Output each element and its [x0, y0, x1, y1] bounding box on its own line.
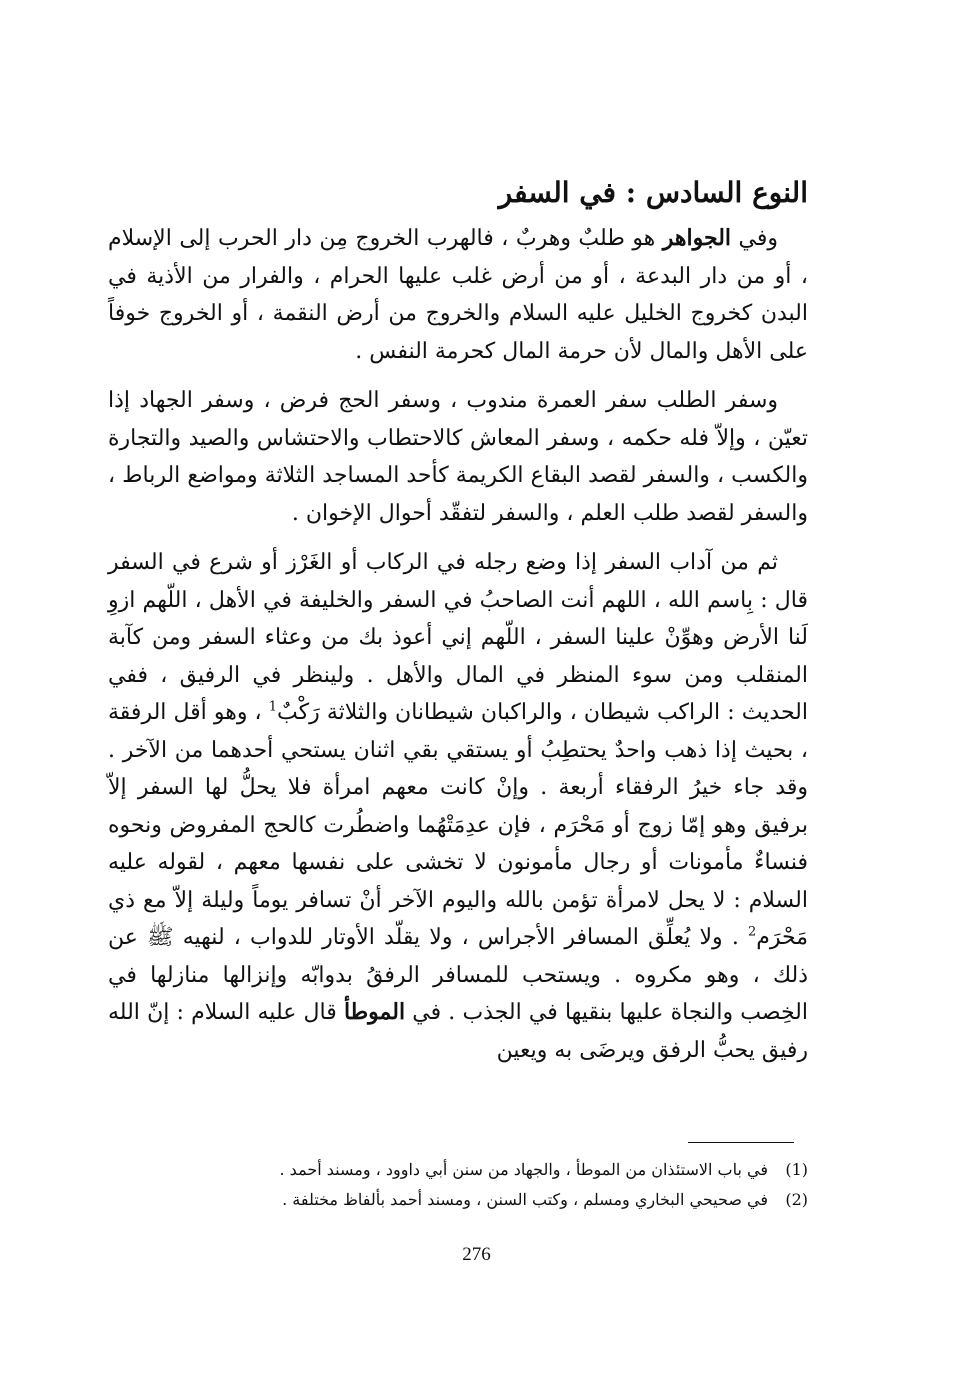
- paragraph-1-text: هو طلبٌ وهربٌ ، فالهرب الخروج مِن دار الحرب إلى الإسلام ، أو من دار البدعة ، أو من أرض غلب عليها الحرام ، والفرار من الأذية في البدن كخروج الخليل عليه السلام والخروج من أرض النقمة ، أو الخروج خوفاً على الأهل والمال لأن حرمة المال كحرمة النفس .: [108, 226, 808, 364]
- footnote-2-number: (2): [785, 1190, 808, 1209]
- paragraph-3-part-3: . ولا يُعلِّق المسافر الأجراس ، ولا يقلّد الأوتار للدواب ، لنهيه ﷺ عن ذلك ، وهو مكروه . ويستحب للمسافر الرفقُ بدوابّه وإنزالها منازلها في الخِصب والنجاة عليها بنقيها في الجذب . في: [108, 925, 808, 1025]
- page-number: 276: [462, 1244, 491, 1265]
- footnote-divider: [688, 1142, 794, 1143]
- footnote-2-text: في صحيحي البخاري ومسلم ، وكتب السنن ، ومسند أحمد بألفاظ مختلفة .: [282, 1190, 768, 1209]
- paragraph-3-part-4: قال عليه السلام : إنّ الله رفيق يحبُّ الرفق ويرضَى به ويعين: [108, 1000, 808, 1063]
- section-heading: النوع السادس : في السفر: [498, 176, 808, 209]
- page-body: [108, 170, 808, 1081]
- footnote-ref-1: 1: [268, 699, 278, 715]
- paragraph-3: [108, 544, 808, 1069]
- footnote-1-number: (1): [785, 1160, 808, 1179]
- paragraph-2-text: وسفر الطلب سفر العمرة مندوب ، وسفر الحج فرض ، وسفر الجهاد إذا تعيّن ، وإلاّ فله حكمه ، وسفر المعاش كالاحتطاب والاحتشاس والصيد والتجارة والكسب ، والسفر لقصد البقاع الكريمة كأحد المساجد الثلاثة ومواضع الرباط ، والسفر لقصد طلب العلم ، والسفر لتفقّد أحوال الإخوان .: [108, 388, 808, 526]
- paragraph-3-part-1: ثم من آداب السفر إذا وضع رجله في الركاب أو الغَرْز أو شرع في السفر قال : بِاسم الله ، اللهم أنت الصاحبُ في السفر والخليفة في الأهل ، اللّهم ازوِ لَنا الأرض وهوِّنْ علينا السفر ، اللّهم إني أعوذ بك من وعثاء السفر ومن كآبة المنقلب ومن سوء المنظر في المال والأهل . ولينظر في الرفيق ، ففي الحديث : الراكب شيطان ، والراكبان شيطانان والثلاثة رَكْبٌ: [108, 550, 808, 725]
- footnotes: [108, 1155, 808, 1215]
- paragraph-3-part-2: ، وهو أقل الرفقة ، بحيث إذا ذهب واحدٌ يحتطِبُ أو يستقي بقي اثنان يستحي أحدهما من الآخر . وقد جاء خيرُ الرفقاء أربعة . وإنْ كانت معهم امرأة فلا يحلُّ لها السفر إلاّ برفيق وهو إمّا زوج أو مَحْرَم ، فإن عدِمَتْهُما واضطُرت كالحج المفروض ونحوه فنساءٌ مأمونات أو رجال مأمونون لا تخشى على نفسها معهم ، لقوله عليه السلام : لا يحل لامرأة تؤمن بالله واليوم الآخر أنْ تسافر يوماً وليلة إلاّ مع ذي مَحْرَم: [108, 700, 808, 950]
- footnote-ref-2: 2: [747, 924, 757, 940]
- paragraph-1-lead: وفي: [731, 226, 778, 251]
- paragraph-1-bold-term: الجواهر: [662, 225, 732, 251]
- footnote-1: [108, 1155, 808, 1185]
- paragraph-3-bold-term: الموطأ: [343, 999, 406, 1025]
- paragraph-2: [108, 382, 808, 532]
- footnote-1-text: في باب الاستئذان من الموطأ ، والجهاد من سنن أبي داوود ، ومسند أحمد .: [279, 1160, 768, 1179]
- footnote-2: [108, 1185, 808, 1215]
- paragraph-1: [108, 220, 808, 370]
